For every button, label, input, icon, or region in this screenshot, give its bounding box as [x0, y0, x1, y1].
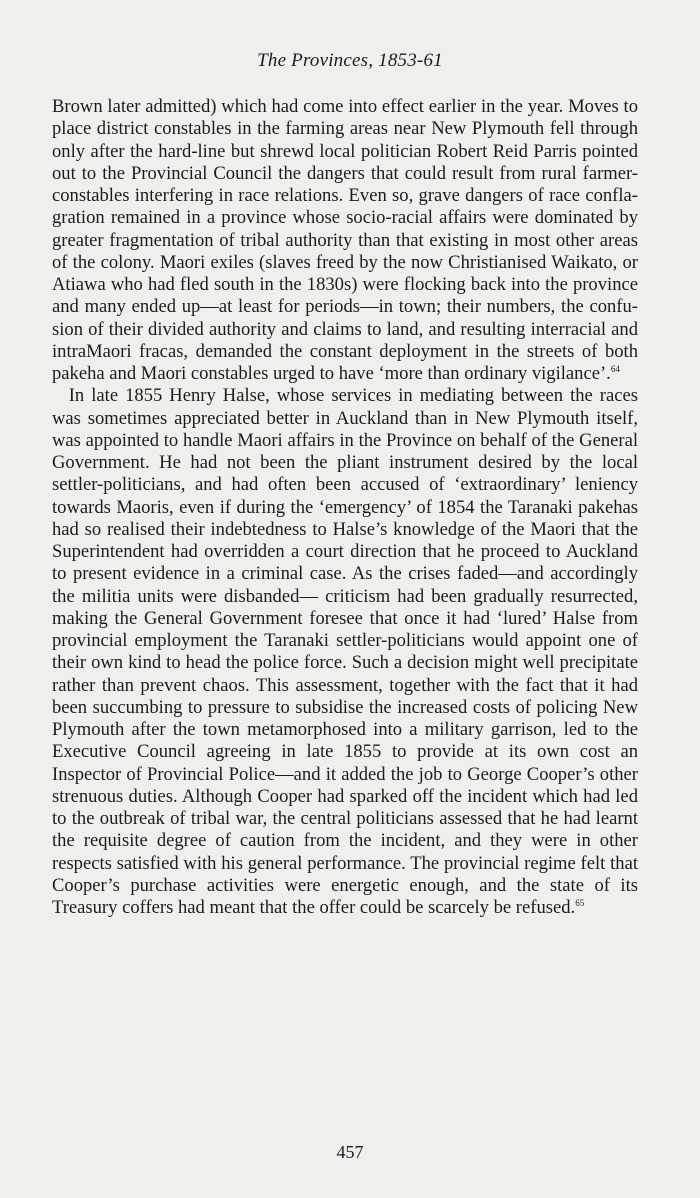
paragraph [52, 96, 638, 385]
body-text [52, 96, 638, 919]
paragraph-text: In late 1855 Henry Halse, whose services in mediating between the races was sometimes appreciated better in Auckland than in New Plymouth itself, was appointed to handle Maori affairs in the Province on behalf of the General Government. He had not been the pliant instrument desired by the local settler-politicians, and had often been accused of ‘extraordinary’ leniency towards Maoris, even if during the ‘emergency’ of 1854 the Taranaki pakehas had so realised their indebtedness to Halse’s knowledge of the Maori that the Superintendent had overridden a court direction that he proceed to Auckland to present evidence in a criminal case. As the crises faded—and accordingly the militia units were disbanded— criticism had been gradually resurrected, making the General Government foresee that once it had ‘lured’ Halse from provincial employment the Taranaki settler-politicians would appoint one of their own kind to head the police force. Such a decision might well precipitate rather than prevent chaos. This assessment, together with the fact that it had been succumbing to pressure to subsidise the increased costs of policing New Plymouth after the town metamorphosed into a military garrison, led to the Executive Council agreeing in late 1855 to provide at its own cost an Inspector of Provincial Police—and it added the job to George Cooper’s other strenuous duties. Although Cooper had sparked off the incident which had led to the outbreak of tribal war, the central politicians assessed that he had learnt the requisite degree of caution from the incident, and they were in other respects satisfied with his general performance. The provincial regime felt that Cooper’s purchase activities were energetic enough, and the state of its Treasury coffers had meant that the offer could be scarcely be refused. [52, 385, 638, 918]
footnote-marker: 64 [610, 363, 620, 374]
footnote-marker: 65 [575, 897, 585, 908]
running-head: The Provinces, 1853-61 [257, 50, 443, 71]
paragraph-text: Brown later admitted) which had come into effect earlier in the year. Moves to place district constables in the farming areas near New Plymouth fell through only after the hard-line but shrewd local politician Robert Reid Parris pointed out to the Provincial Council the dangers that could result from rural farmer-constables interfering in race relations. Even so, grave dangers of race conflagration remained in a province whose socio-racial affairs were dominated by greater fragmentation of tribal authority than that existing in most other areas of the colony. Maori exiles (slaves freed by the now Christianised Waikato, or Atiawa who had fled south in the 1830s) were flocking back into the province and many ended up—at least for periods—in town; their numbers, the confusion of their divided authority and claims to land, and resulting interracial and intraMaori fracas, demanded the constant deployment in the streets of both pakeha and Maori constables urged to have ‘more than ordinary vigilance’. [52, 96, 638, 384]
page-number: 457 [336, 1142, 364, 1162]
paragraph [52, 385, 638, 919]
